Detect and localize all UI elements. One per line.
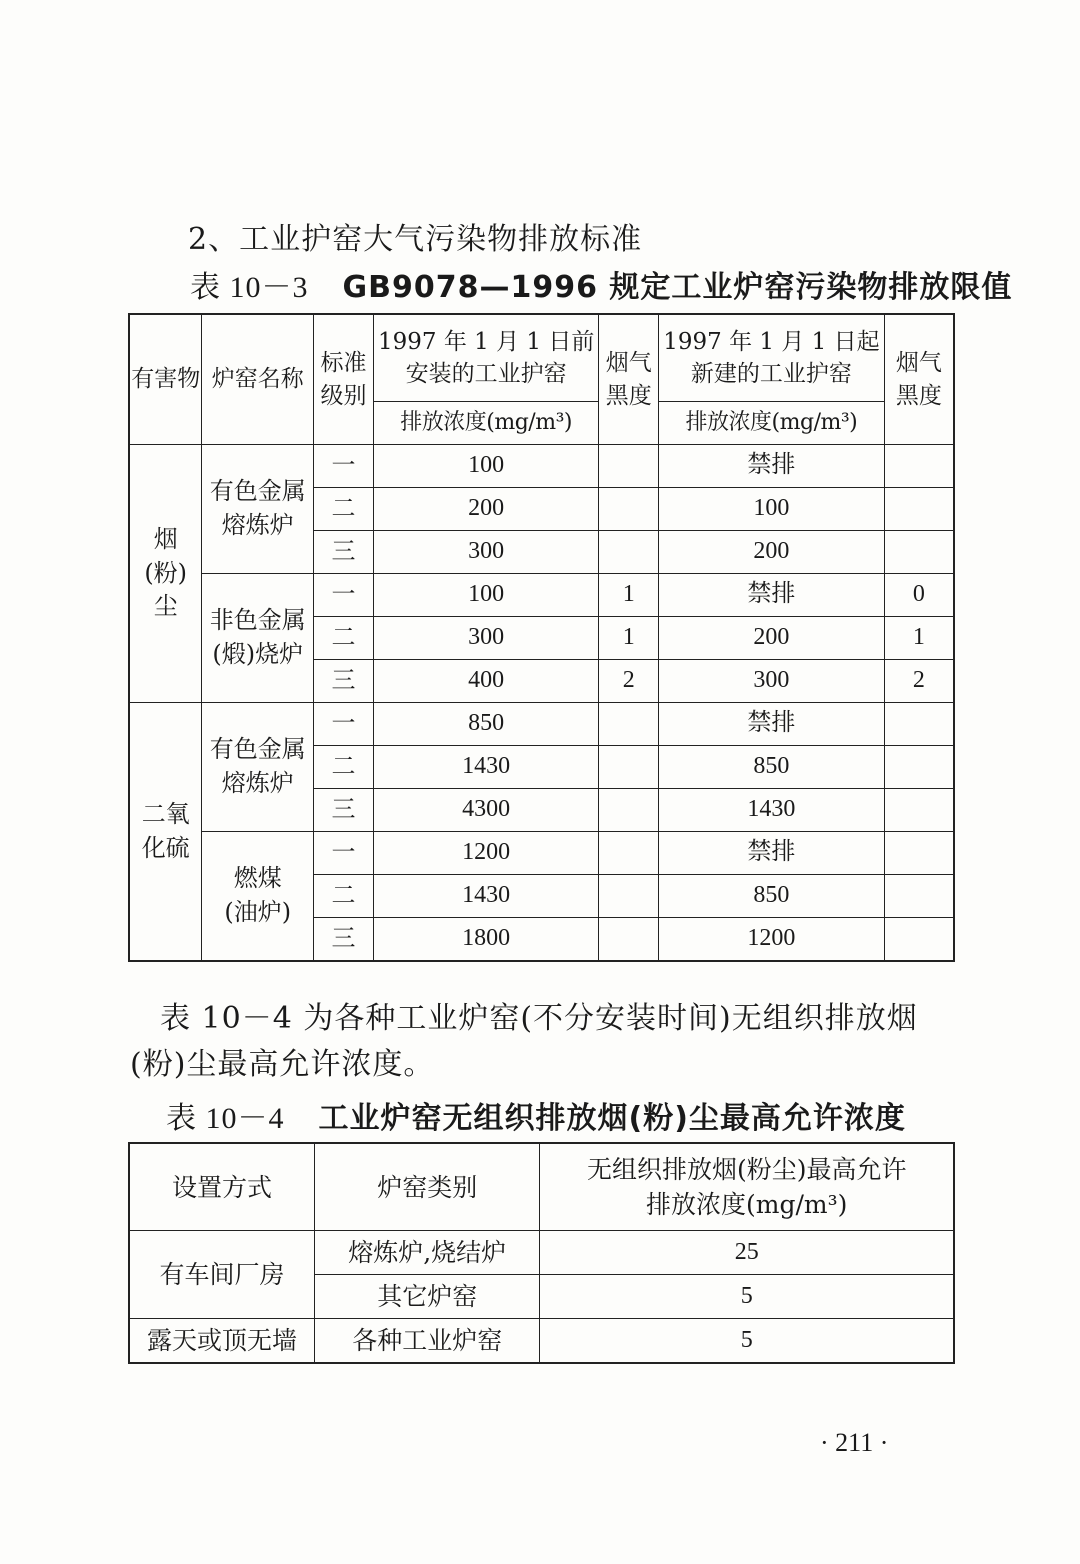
table1-caption bbox=[190, 262, 1012, 306]
kiln-name-cell: 非色金属 (煅)烧炉 bbox=[202, 574, 314, 703]
pre-value-cell: 4300 bbox=[373, 789, 598, 832]
header-kiln-name: 炉窑名称 bbox=[202, 314, 314, 445]
smoke1-cell: 1 bbox=[599, 574, 659, 617]
level-cell: 三 bbox=[314, 531, 374, 574]
level-cell: 二 bbox=[314, 875, 374, 918]
smoke2-cell bbox=[884, 488, 954, 531]
header-level: 标准 级别 bbox=[314, 314, 374, 445]
header-post1997: 1997 年 1 月 1 日起 新建的工业护窑 bbox=[659, 314, 884, 402]
level-cell: 二 bbox=[314, 617, 374, 660]
table-row bbox=[129, 703, 954, 746]
table2-caption bbox=[166, 1093, 906, 1137]
level-cell: 一 bbox=[314, 574, 374, 617]
table1-caption-title: GB9078—1996 规定工业炉窑污染物排放限值 bbox=[342, 270, 1013, 305]
smoke1-cell bbox=[599, 918, 659, 962]
table2-caption-number: 表 10－4 bbox=[166, 1102, 285, 1135]
smoke1-cell bbox=[599, 832, 659, 875]
setup-cell: 露天或顶无墙 bbox=[129, 1319, 315, 1364]
limit-cell: 5 bbox=[540, 1319, 954, 1364]
pre-value-cell: 1200 bbox=[373, 832, 598, 875]
pollutant-cell: 烟 (粉) 尘 bbox=[129, 445, 202, 703]
smoke1-cell bbox=[599, 703, 659, 746]
post-value-cell: 850 bbox=[659, 746, 884, 789]
post-value-cell: 200 bbox=[659, 531, 884, 574]
table-row bbox=[129, 445, 954, 488]
level-cell: 一 bbox=[314, 445, 374, 488]
smoke2-cell bbox=[884, 918, 954, 962]
header-smoke2: 烟气 黑度 bbox=[884, 314, 954, 445]
limit-cell: 5 bbox=[540, 1275, 954, 1319]
body-paragraph bbox=[130, 996, 960, 1088]
smoke1-cell bbox=[599, 488, 659, 531]
smoke2-cell bbox=[884, 746, 954, 789]
limit-cell: 25 bbox=[540, 1231, 954, 1275]
level-cell: 二 bbox=[314, 488, 374, 531]
post-value-cell: 200 bbox=[659, 617, 884, 660]
level-cell: 一 bbox=[314, 703, 374, 746]
level-cell: 三 bbox=[314, 918, 374, 962]
table-row bbox=[129, 1319, 954, 1364]
smoke1-cell bbox=[599, 875, 659, 918]
kiln-name-cell: 燃煤 (油炉) bbox=[202, 832, 314, 962]
header-smoke1: 烟气 黑度 bbox=[599, 314, 659, 445]
smoke2-cell bbox=[884, 703, 954, 746]
emission-limits-table bbox=[128, 313, 955, 962]
smoke1-cell bbox=[599, 445, 659, 488]
header-limit: 无组织排放烟(粉尘)最高允许 排放浓度(mg/m³) bbox=[540, 1143, 954, 1231]
pre-value-cell: 1800 bbox=[373, 918, 598, 962]
smoke2-cell: 0 bbox=[884, 574, 954, 617]
smoke1-cell: 2 bbox=[599, 660, 659, 703]
post-value-cell: 300 bbox=[659, 660, 884, 703]
kiln-name-cell: 有色金属 熔炼炉 bbox=[202, 445, 314, 574]
header-kiln-type: 炉窑类别 bbox=[315, 1143, 540, 1231]
fugitive-emission-table bbox=[128, 1142, 955, 1364]
header-concentration: 排放浓度(mg/m³) bbox=[373, 402, 598, 445]
smoke2-cell: 1 bbox=[884, 617, 954, 660]
level-cell: 一 bbox=[314, 832, 374, 875]
paragraph-line: (粉)尘最高允许浓度。 bbox=[130, 1047, 435, 1082]
smoke1-cell bbox=[599, 746, 659, 789]
pollutant-cell: 二氧 化硫 bbox=[129, 703, 202, 962]
header-pollutant: 有害物 bbox=[129, 314, 202, 445]
header-pre1997: 1997 年 1 月 1 日前 安装的工业护窑 bbox=[373, 314, 598, 402]
pre-value-cell: 300 bbox=[373, 531, 598, 574]
kiln-type-cell: 其它炉窑 bbox=[315, 1275, 540, 1319]
post-value-cell: 1200 bbox=[659, 918, 884, 962]
post-value-cell: 禁排 bbox=[659, 574, 884, 617]
kiln-name-cell: 有色金属 熔炼炉 bbox=[202, 703, 314, 832]
table-row bbox=[129, 832, 954, 875]
smoke2-cell bbox=[884, 531, 954, 574]
table-header-row bbox=[129, 1143, 954, 1231]
table1-caption-number: 表 10－3 bbox=[190, 271, 309, 304]
smoke1-cell: 1 bbox=[599, 617, 659, 660]
level-cell: 三 bbox=[314, 660, 374, 703]
post-value-cell: 850 bbox=[659, 875, 884, 918]
smoke2-cell bbox=[884, 875, 954, 918]
smoke2-cell bbox=[884, 445, 954, 488]
section-heading: 2、工业护窑大气污染物排放标准 bbox=[188, 222, 643, 257]
post-value-cell: 禁排 bbox=[659, 703, 884, 746]
pre-value-cell: 400 bbox=[373, 660, 598, 703]
table-row bbox=[129, 574, 954, 617]
kiln-type-cell: 熔炼炉,烧结炉 bbox=[315, 1231, 540, 1275]
pre-value-cell: 300 bbox=[373, 617, 598, 660]
level-cell: 三 bbox=[314, 789, 374, 832]
post-value-cell: 禁排 bbox=[659, 445, 884, 488]
pre-value-cell: 1430 bbox=[373, 746, 598, 789]
post-value-cell: 禁排 bbox=[659, 832, 884, 875]
level-cell: 二 bbox=[314, 746, 374, 789]
smoke2-cell bbox=[884, 832, 954, 875]
header-concentration: 排放浓度(mg/m³) bbox=[659, 402, 884, 445]
pre-value-cell: 100 bbox=[373, 574, 598, 617]
post-value-cell: 100 bbox=[659, 488, 884, 531]
header-setup: 设置方式 bbox=[129, 1143, 315, 1231]
smoke1-cell bbox=[599, 531, 659, 574]
paragraph-line: 表 10－4 为各种工业炉窑(不分安装时间)无组织排放烟 bbox=[160, 1001, 918, 1036]
pre-value-cell: 200 bbox=[373, 488, 598, 531]
setup-cell: 有车间厂房 bbox=[129, 1231, 315, 1319]
post-value-cell: 1430 bbox=[659, 789, 884, 832]
table-row bbox=[129, 1231, 954, 1275]
table-header-row bbox=[129, 314, 954, 402]
smoke1-cell bbox=[599, 789, 659, 832]
pre-value-cell: 1430 bbox=[373, 875, 598, 918]
smoke2-cell: 2 bbox=[884, 660, 954, 703]
table2-caption-title: 工业炉窑无组织排放烟(粉)尘最高允许浓度 bbox=[318, 1101, 906, 1136]
page-number: · 211 · bbox=[820, 1428, 889, 1457]
pre-value-cell: 850 bbox=[373, 703, 598, 746]
smoke2-cell bbox=[884, 789, 954, 832]
kiln-type-cell: 各种工业炉窑 bbox=[315, 1319, 540, 1364]
pre-value-cell: 100 bbox=[373, 445, 598, 488]
